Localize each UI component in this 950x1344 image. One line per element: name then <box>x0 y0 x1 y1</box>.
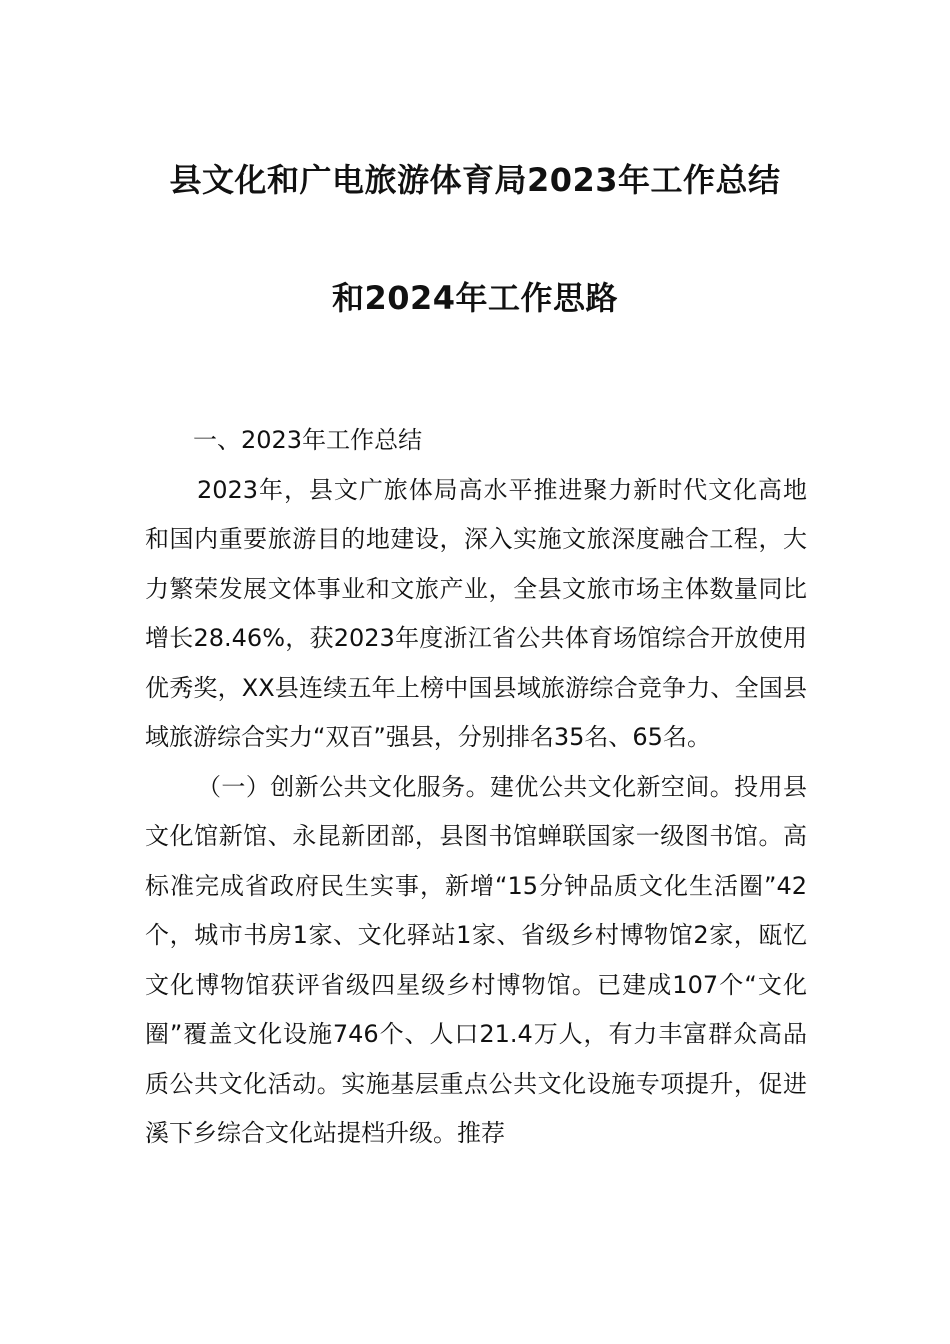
document-title-line-2: 和2024年工作思路 <box>331 279 619 317</box>
document-title-line-1: 县文化和广电旅游体育局2023年工作总结 <box>169 161 781 199</box>
paragraph-public-culture: （一）创新公共文化服务。建优公共文化新空间。投用县文化馆新馆、永昆新团部，县图书馆蝉联国家一级图书馆。高标准完成省政府民生实事，新增“15分钟品质文化生活圈”42个，城市书房1家、文化驿站1家、省级乡村博物馆2家，瓯忆文化博物馆获评省级四星级乡村博物馆。已建成107个“文化圈”覆盖文化设施746个、人口21.4万人，有力丰富群众高品质公共文化活动。实施基层重点公共文化设施专项提升，促进溪下乡综合文化站提档升级。推荐 <box>145 772 807 1147</box>
document-body <box>145 416 807 1159</box>
section-heading: 一、2023年工作总结 <box>193 426 423 454</box>
paragraph-summary: 2023年，县文广旅体局高水平推进聚力新时代文化高地和国内重要旅游目的地建设，深入实施文旅深度融合工程，大力繁荣发展文体事业和文旅产业，全县文旅市场主体数量同比增长28.46%，获2023年度浙江省公共体育场馆综合开放使用优秀奖，XX县连续五年上榜中国县域旅游综合竞争力、全国县域旅游综合实力“双百”强县，分别排名35名、65名。 <box>145 475 807 751</box>
